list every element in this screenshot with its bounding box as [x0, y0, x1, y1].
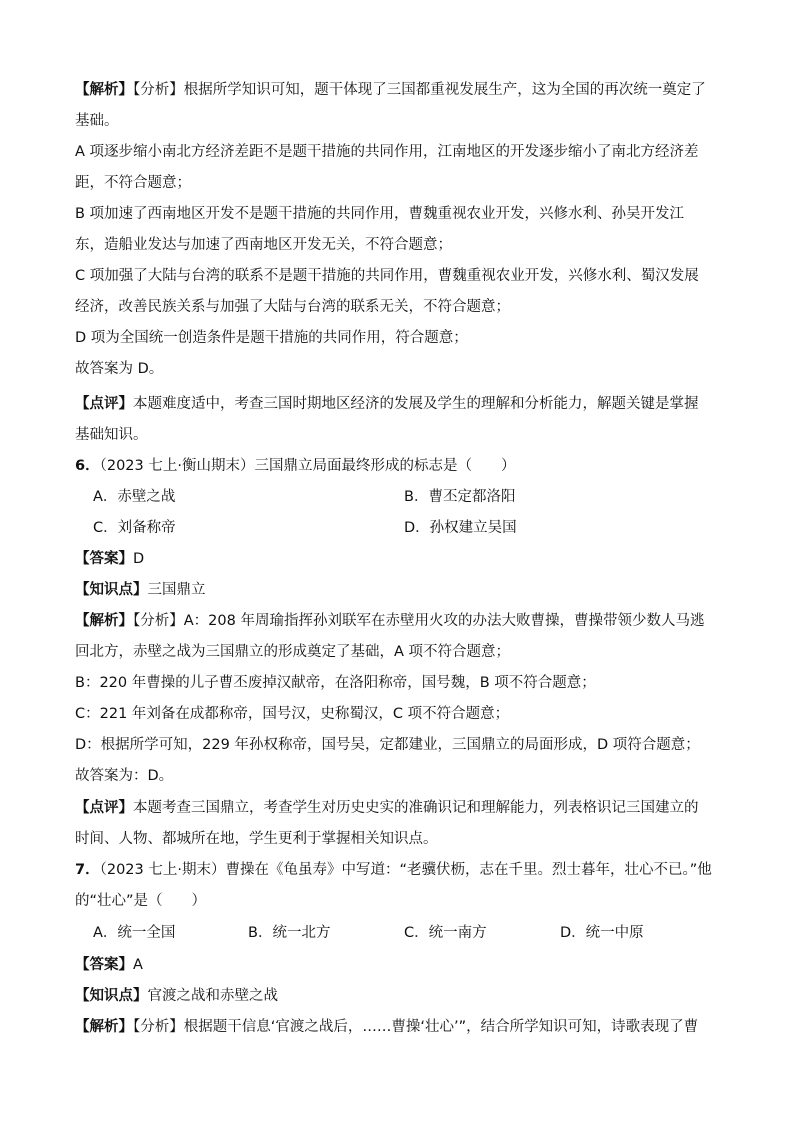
question-number: 7．: [75, 862, 100, 878]
analysis-line: 东，造船业发达与加速了西南地区开发无关，不符合题意；: [75, 237, 452, 253]
question-source: （2023 七上·衡山期末）: [99, 458, 255, 474]
question-7-stem-cont: 的“壮心”是（ ）: [75, 893, 207, 909]
answer-tag: 【答案】: [75, 551, 133, 567]
comment-line: 基础知识。: [75, 427, 148, 443]
option-d: D．统一中原: [560, 925, 644, 941]
knowledge-point-line: [75, 580, 725, 600]
answer-value: A: [133, 957, 143, 973]
answer-tag: 【答案】: [75, 957, 133, 973]
analysis-line: B 项加速了西南地区开发不是题干措施的共同作用，曹魏重视农业开发，兴修水利、孙吴开发江: [75, 206, 685, 222]
analysis-line: 故答案为 D。: [75, 361, 164, 377]
knowledge-point-tag: 【知识点】: [75, 582, 148, 598]
option-a: A．统一全国: [93, 925, 176, 941]
analysis-line: C：221 年刘备在成都称帝，国号汉，史称蜀汉，C 项不符合题意；: [75, 706, 510, 722]
comment-line: 时间、人物、都城所在地，学生更利于掌握相关知识点。: [75, 831, 438, 847]
analysis-tag: 【解析】: [75, 1019, 133, 1035]
analysis-line: 【解析】【分析】A：208 年周瑜指挥孙刘联军在赤壁用火攻的办法大败曹操，曹操带领少数人马逃: [75, 613, 705, 629]
analysis-line: 基础。: [75, 113, 119, 129]
knowledge-point-value: 官渡之战和赤壁之战: [147, 988, 278, 1004]
analysis-line: D：根据所学可知，229 年孙权称帝，国号吴，定都建业，三国鼎立的局面形成，D 项符合题意；: [75, 737, 700, 753]
option-b: B．曹丕定都洛阳: [404, 489, 516, 505]
question-number: 6．: [75, 458, 100, 474]
analysis-line: 【解析】【分析】根据所学知识可知，题干体现了三国都重视发展生产，这为全国的再次统一奠定了: [75, 82, 706, 98]
analysis-line: 【解析】【分析】根据题干信息‘官渡之战后，……曹操‘壮心’”，结合所学知识可知，诗歌表现了曹: [75, 1019, 699, 1035]
knowledge-point-line: [75, 986, 725, 1006]
option-c: C．统一南方: [404, 925, 487, 941]
analysis-line: 距，不符合题意；: [75, 175, 191, 191]
analysis-line: 故答案为：D。: [75, 768, 174, 784]
knowledge-point-tag: 【知识点】: [75, 988, 148, 1004]
analysis-tag: 【解析】: [75, 82, 133, 98]
option-a: A．赤壁之战: [93, 489, 176, 505]
option-b: B．统一北方: [248, 925, 331, 941]
comment-line: 【点评】本题难度适中，考查三国时期地区经济的发展及学生的理解和分析能力，解题关键是掌握: [75, 396, 699, 412]
analysis-line: B：220 年曹操的儿子曹丕废掉汉献帝，在洛阳称帝，国号魏，B 项不符合题意；: [75, 675, 596, 691]
question-6-stem: 6．（2023 七上·衡山期末）三国鼎立局面最终形成的标志是（ ）: [75, 458, 516, 474]
comment-line: 【点评】本题考查三国鼎立，考查学生对历史史实的准确识记和理解能力，列表格识记三国建立的: [75, 800, 699, 816]
comment-tag: 【点评】: [75, 396, 133, 412]
comment-tag: 【点评】: [75, 800, 133, 816]
answer-value: D: [133, 551, 145, 567]
answer-line: [75, 549, 725, 569]
question-7-stem: 7．（2023 七上·期末）曹操在《龟虽寿》中写道：“老骥伏枥，志在千里。烈士暮年，壮心不已。”他: [75, 862, 712, 878]
analysis-line: C 项加强了大陆与台湾的联系不是题干措施的共同作用，曹魏重视农业开发，兴修水利、蜀汉发展: [75, 268, 699, 284]
knowledge-point-value: 三国鼎立: [147, 582, 206, 598]
analysis-line: 经济，改善民族关系与加强了大陆与台湾的联系无关，不符合题意；: [75, 299, 510, 315]
answer-line: [75, 955, 725, 975]
option-d: D．孙权建立吴国: [404, 520, 517, 536]
analysis-tag: 【解析】: [75, 613, 133, 629]
analysis-line: D 项为全国统一创造条件是题干措施的共同作用，符合题意；: [75, 330, 468, 346]
question-source: （2023 七上·期末）: [99, 862, 226, 878]
analysis-line: A 项逐步缩小南北方经济差距不是题干措施的共同作用，江南地区的开发逐步缩小了南北方经济差: [75, 144, 699, 160]
option-c: C．刘备称帝: [93, 520, 176, 536]
analysis-line: 回北方，赤壁之战为三国鼎立的形成奠定了基础，A 项不符合题意；: [75, 644, 511, 660]
